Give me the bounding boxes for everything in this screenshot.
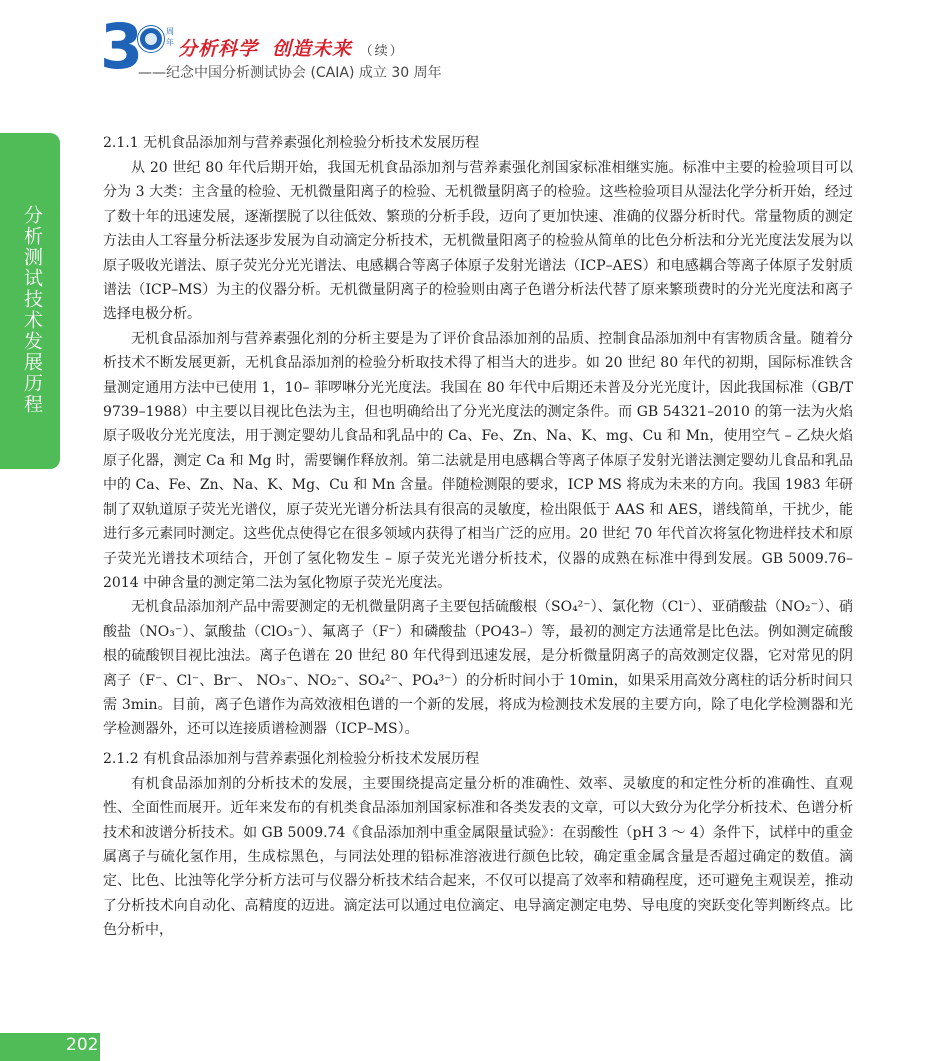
slogan-part-2: 创造未来 [272,38,353,60]
chapter-side-tab [0,133,60,469]
paragraph: 无机食品添加剂与营养素强化剂的分析主要是为了评价食品添加剂的品质、控制食品添加剂中有害物质含量。随着分析技术不断发展更新，无机食品添加剂的检验分析取技术得了相当大的进步。如 20 世纪 80 年代的初期，国际标准铁含量测定通用方法中已使用 1，10– 菲啰啉分光光度法。我国在 80 年代中后期还未普及分光光度计，因此我国标准（GB/T 9739–1988）中主要以目视比色法为主，但也明确给出了分光光度法的测定条件。而 GB 54321–2010 的第一法为火焰原子吸收分光光度法，用于测定婴幼儿食品和乳品中的 Ca、Fe、Zn、Na、K、mg、Cu 和 Mn，使用空气 – 乙炔火焰原子化器，测定 Ca 和 Mg 时，需要镧作释放剂。第二法就是用电感耦合等离子体原子发射光谱法测定婴幼儿食品和乳品中的 Ca、Fe、Zn、Na、K、Mg、Cu 和 Mn 含量。伴随检测限的要求，ICP MS 将成为未来的方向。我国 1983 年研制了双轨道原子荧光光谱仪，原子荧光光谱分析法具有很高的灵敏度，检出限低于 AAS 和 AES，谱线简单，干扰少，能进行多元素同时测定。这些优点使得它在很多领域内获得了相当广泛的应用。20 世纪 70 年代首次将氢化物进样技术和原子荧光光谱技术项结合，开创了氢化物发生 – 原子荧光光谱分析技术，仪器的成熟在标准中得到发展。GB 5009.76–2014 中砷含量的测定第二法为氢化物原子荧光光度法。 [103,330,853,591]
page-number: 202 [66,1035,99,1055]
logo-anniversary-label: 周年 [166,27,174,47]
logo-number: 3 [100,10,138,83]
section-heading-2-1-1: 2.1.1 无机食品添加剂与营养素强化剂检验分析技术发展历程 [103,135,480,151]
main-content [103,128,853,943]
slogan-continued: （续） [359,44,405,59]
slogan-part-1: 分析科学 [178,38,259,60]
paragraph: 无机食品添加剂产品中需要测定的无机微量阴离子主要包括硫酸根（SO₄²⁻）、氯化物（Cl⁻）、亚硝酸盐（NO₂⁻）、硝酸盐（NO₃⁻）、氯酸盐（ClO₃⁻）、氟离子（F⁻）和磷酸盐（PO43–）等，最初的测定方法通常是比色法。例如测定硫酸根的硫酸钡目视比浊法。离子色谱在 20 世纪 80 年代得到迅速发展，是分析微量阴离子的高效测定仪器，它对常见的阴离子（F⁻、Cl⁻、Br⁻、 NO₃⁻、NO₂⁻、SO₄²⁻、PO₄³⁻）的分析时间小于 10min，如果采用高效分离柱的话分析时间只需 3min。目前，离子色谱作为高效液相色谱的一个新的发展，将成为检测技术发展的主要方向，除了电化学检测器和光学检测器外，还可以连接质谱检测器（ICP–MS）。 [103,599,853,738]
caia-emblem-icon [138,26,164,52]
section-heading-2-1-2: 2.1.2 有机食品添加剂与营养素强化剂检验分析技术发展历程 [103,750,480,767]
paragraph: 从 20 世纪 80 年代后期开始，我国无机食品添加剂与营养素强化剂国家标准相继实施。标准中主要的检验项目可以分为 3 大类：主含量的检验、无机微量阳离子的检验、无机微量阴离子的检验。这些检验项目从湿法化学分析开始，经过了数十年的迅速发展，逐渐摆脱了以往低效、繁琐的分析手段，迈向了更加快速、准确的仪器分析时代。常量物质的测定方法由人工容量分析法逐步发展为自动滴定分析技术，无机微量阳离子的检验从简单的比色分析法和分光光度法发展为以原子吸收光谱法、原子荧光分光光谱法、电感耦合等离子体原子发射光谱法（ICP–AES）和电感耦合等离子体原子发射质谱法（ICP–MS）为主的仪器分析。无机微量阴离子的检验则由离子色谱分析法代替了原来繁琐费时的分光光度法和离子选择电极分析。 [103,160,853,323]
page-header [0,0,945,100]
slogan [178,34,405,61]
header-subtitle: ——纪念中国分析测试协会 (CAIA) 成立 30 周年 [138,65,442,81]
chapter-side-tab-label: 分析测试技术发展历程 [21,205,43,415]
paragraph: 有机食品添加剂的分析技术的发展，主要围绕提高定量分析的准确性、效率、灵敏度的和定性分析的准确性、直观性、全面性而展开。近年来发布的有机类食品添加剂国家标准和各类发表的文章，可以大致分为化学分析技术、色谱分析技术和波谱分析技术。如 GB 5009.74《食品添加剂中重金属限量试验》：在弱酸性（pH 3 ～ 4）条件下，试样中的重金属离子与硫化氢作用，生成棕黑色，与同法处理的铅标准溶液进行颜色比较，确定重金属含量是否超过确定的数值。滴定、比色、比浊等化学分析方法可与仪器分析技术结合起来，不仅可以提高了效率和精确程度，还可避免主观误差，推动了分析技术向自动化、高精度的迈进。滴定法可以通过电位滴定、电导滴定测定电势、导电度的突跃变化等判断终点。比色分析中， [103,775,853,939]
